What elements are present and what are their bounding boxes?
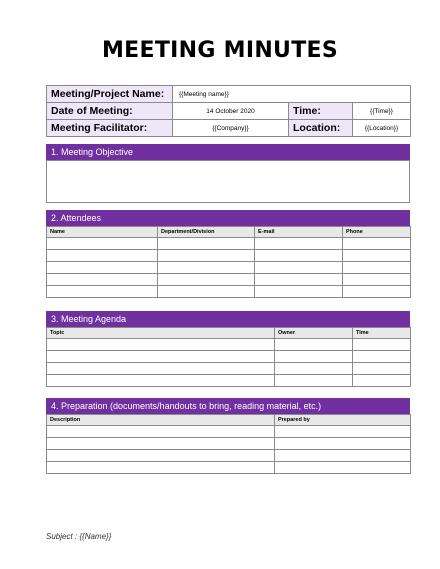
attendees-section-header: 2. Attendees xyxy=(46,210,410,226)
meeting-info-table xyxy=(46,85,411,137)
table-cell[interactable] xyxy=(255,286,343,298)
table-cell[interactable] xyxy=(353,351,411,363)
agenda-section-header: 3. Meeting Agenda xyxy=(46,311,410,327)
table-cell[interactable] xyxy=(47,274,158,286)
column-header-prepared-by: Prepared by xyxy=(275,415,411,426)
table-row xyxy=(47,438,411,450)
table-cell[interactable] xyxy=(343,262,411,274)
table-cell[interactable] xyxy=(47,262,158,274)
preparation-section-header: 4. Preparation (documents/handouts to bring, reading material, etc.) xyxy=(46,398,410,414)
attendees-table xyxy=(46,226,411,298)
table-cell[interactable] xyxy=(255,274,343,286)
table-row xyxy=(47,250,411,262)
location-label: Location: xyxy=(289,120,353,137)
table-cell[interactable] xyxy=(158,250,255,262)
project-name-label: Meeting/Project Name: xyxy=(47,86,173,103)
time-label: Time: xyxy=(289,103,353,120)
column-header-time: Time xyxy=(353,328,411,339)
table-cell[interactable] xyxy=(353,363,411,375)
table-row xyxy=(47,363,411,375)
table-cell[interactable] xyxy=(255,250,343,262)
table-cell[interactable] xyxy=(47,450,275,462)
date-value[interactable]: 14 October 2020 xyxy=(173,103,289,120)
table-cell[interactable] xyxy=(158,274,255,286)
table-cell[interactable] xyxy=(275,375,353,387)
table-cell[interactable] xyxy=(275,462,411,474)
table-row xyxy=(47,462,411,474)
table-cell[interactable] xyxy=(47,286,158,298)
column-header-email: E-mail xyxy=(255,227,343,238)
location-value[interactable]: {{Location}} xyxy=(353,120,411,137)
table-cell[interactable] xyxy=(255,238,343,250)
table-cell[interactable] xyxy=(47,250,158,262)
table-cell[interactable] xyxy=(275,450,411,462)
table-cell[interactable] xyxy=(275,363,353,375)
table-cell[interactable] xyxy=(275,438,411,450)
table-row xyxy=(47,286,411,298)
table-cell[interactable] xyxy=(47,339,275,351)
facilitator-value[interactable]: {{Company}} xyxy=(173,120,289,137)
table-row xyxy=(47,262,411,274)
column-header-owner: Owner xyxy=(275,328,353,339)
column-header-phone: Phone xyxy=(343,227,411,238)
table-cell[interactable] xyxy=(47,363,275,375)
table-cell[interactable] xyxy=(353,375,411,387)
date-label: Date of Meeting: xyxy=(47,103,173,120)
table-cell[interactable] xyxy=(343,238,411,250)
table-row xyxy=(47,274,411,286)
table-row xyxy=(47,351,411,363)
table-cell[interactable] xyxy=(275,426,411,438)
table-cell[interactable] xyxy=(47,462,275,474)
table-cell[interactable] xyxy=(158,262,255,274)
time-value[interactable]: {{Time}} xyxy=(353,103,411,120)
table-cell[interactable] xyxy=(275,351,353,363)
table-cell[interactable] xyxy=(47,426,275,438)
column-header-topic: Topic xyxy=(47,328,275,339)
table-cell[interactable] xyxy=(47,375,275,387)
table-cell[interactable] xyxy=(353,339,411,351)
table-cell[interactable] xyxy=(47,238,158,250)
table-cell[interactable] xyxy=(343,274,411,286)
table-row xyxy=(47,426,411,438)
table-cell[interactable] xyxy=(275,339,353,351)
column-header-name: Name xyxy=(47,227,158,238)
objective-text-area[interactable] xyxy=(46,160,410,203)
table-cell[interactable] xyxy=(47,438,275,450)
table-cell[interactable] xyxy=(158,238,255,250)
page-title: MEETING MINUTES xyxy=(101,38,338,63)
facilitator-label: Meeting Facilitator: xyxy=(47,120,173,137)
agenda-table xyxy=(46,327,411,387)
table-cell[interactable] xyxy=(158,286,255,298)
table-cell[interactable] xyxy=(255,262,343,274)
column-header-department: Department/Division xyxy=(158,227,255,238)
table-row xyxy=(47,450,411,462)
preparation-table xyxy=(46,414,411,474)
table-cell[interactable] xyxy=(343,286,411,298)
table-row xyxy=(47,375,411,387)
table-cell[interactable] xyxy=(343,250,411,262)
table-row xyxy=(47,238,411,250)
subject-footer: Subject : {{Name}} xyxy=(46,532,112,541)
project-name-value[interactable]: {{Meeting name}} xyxy=(173,86,411,103)
column-header-description: Description xyxy=(47,415,275,426)
objective-section-header: 1. Meeting Objective xyxy=(46,144,410,160)
table-cell[interactable] xyxy=(47,351,275,363)
table-row xyxy=(47,339,411,351)
